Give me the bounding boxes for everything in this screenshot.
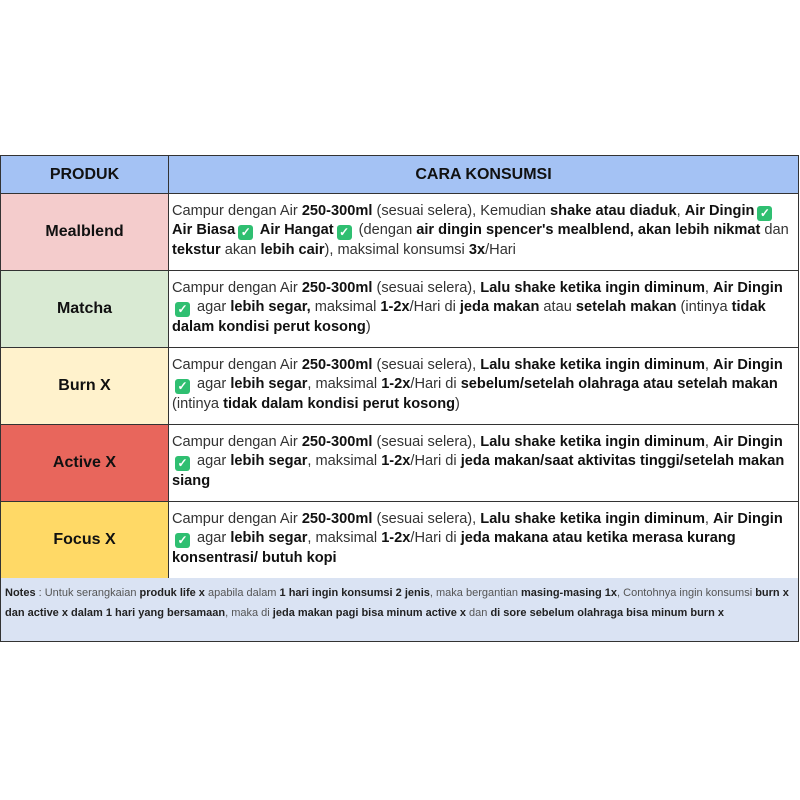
bold-text: Air Biasa: [172, 222, 236, 239]
bold-text: air dingin spencer's mealblend, akan lebih nikmat: [416, 222, 761, 239]
consumption-instructions: [169, 425, 798, 501]
bold-text: lebih cair: [260, 241, 325, 258]
consumption-instructions: [169, 194, 798, 270]
bold-text: Air Dingin: [713, 511, 783, 527]
product-name: Burn X: [1, 348, 169, 424]
checkmark-icon: ✓: [175, 533, 190, 548]
text: ,: [704, 357, 714, 373]
bold-text: sebelum/setelah olahraga atau setelah makan: [460, 376, 778, 393]
text: ,: [704, 511, 714, 527]
bold-text: jeda makan: [459, 299, 540, 316]
bold-text: 250-300ml: [301, 434, 373, 450]
text: (intinya: [676, 299, 732, 316]
checkmark-icon: ✓: [175, 456, 190, 471]
checkmark-icon: ✓: [337, 225, 352, 240]
checkmark-icon: ✓: [175, 379, 190, 394]
text: , Contohnya ingin konsumsi: [617, 587, 756, 599]
text: ,: [704, 434, 714, 450]
text: Campur dengan Air: [172, 434, 302, 450]
text: /Hari di: [409, 299, 460, 316]
table-row: [1, 425, 798, 502]
text: maksimal: [310, 299, 381, 316]
product-name: Matcha: [1, 271, 169, 347]
bold-text: Lalu shake ketika ingin diminum: [480, 280, 705, 296]
header-produk: PRODUK: [1, 156, 169, 193]
product-name: Focus X: [1, 502, 169, 578]
consumption-table: [0, 155, 799, 642]
bold-text: 1-2x: [381, 453, 411, 470]
text: apabila dalam: [204, 587, 280, 599]
bold-text: Lalu shake ketika ingin diminum: [480, 434, 705, 450]
bold-text: 1-2x: [381, 530, 411, 547]
bold-text: Notes: [5, 587, 36, 599]
table-header: [1, 156, 798, 194]
consumption-instructions: [169, 271, 798, 347]
text: , maka di: [225, 607, 273, 619]
text: (sesuai selera),: [372, 511, 481, 527]
text: dan: [760, 222, 789, 239]
bold-text: produk life x: [139, 587, 205, 599]
header-cara-konsumsi: CARA KONSUMSI: [415, 165, 552, 183]
text: akan: [220, 241, 261, 258]
checkmark-icon: ✓: [175, 302, 190, 317]
bold-text: lebih segar,: [230, 299, 311, 316]
bold-text: Air Dingin: [713, 357, 783, 373]
bold-text: Air Hangat: [256, 222, 334, 239]
product-name: Mealblend: [1, 194, 169, 270]
text: /Hari di: [410, 376, 461, 393]
bold-text: jeda makana atau ketika merasa kurang konsentrasi/ butuh kopi: [172, 530, 736, 566]
text: , maksimal: [307, 376, 382, 393]
bold-text: di sore sebelum olahraga bisa minum burn x: [490, 607, 724, 619]
text: Campur dengan Air: [172, 357, 302, 373]
text: agar: [193, 299, 231, 316]
table-row: [1, 271, 798, 348]
bold-text: masing-masing 1x: [521, 587, 618, 599]
bold-text: lebih segar: [230, 530, 308, 547]
bold-text: Air Dingin: [713, 434, 783, 450]
text: Campur dengan Air: [172, 203, 302, 219]
text: agar: [193, 453, 231, 470]
text: dan: [465, 607, 491, 619]
bold-text: Air Dingin: [684, 203, 755, 219]
bold-text: jeda makan/saat aktivitas tinggi/setelah makan siang: [172, 453, 785, 489]
bold-text: 1 hari ingin konsumsi 2 jenis: [279, 587, 430, 599]
consumption-instructions: [169, 502, 798, 578]
bold-text: 250-300ml: [301, 511, 373, 527]
bold-text: Lalu shake ketika ingin diminum: [480, 357, 705, 373]
text: /Hari di: [410, 530, 461, 547]
bold-text: tidak dalam kondisi perut kosong: [172, 299, 766, 335]
text: (sesuai selera),: [372, 280, 481, 296]
text: (sesuai selera), Kemudian: [372, 203, 551, 219]
text: ): [365, 318, 371, 335]
consumption-instructions: [169, 348, 798, 424]
text: , maka bergantian: [429, 587, 522, 599]
checkmark-icon: ✓: [757, 206, 772, 221]
text: Campur dengan Air: [172, 511, 302, 527]
table-row: [1, 502, 798, 578]
text: ,: [676, 203, 685, 219]
bold-text: 250-300ml: [301, 203, 373, 219]
text: ), maksimal konsumsi: [324, 241, 469, 258]
bold-text: Air Dingin: [713, 280, 783, 296]
bold-text: tekstur: [172, 241, 221, 258]
table-row: [1, 194, 798, 271]
product-name: Active X: [1, 425, 169, 501]
bold-text: jeda makan pagi bisa minum active x: [272, 607, 466, 619]
bold-text: lebih segar: [230, 376, 308, 393]
bold-text: tidak dalam kondisi perut kosong: [223, 395, 456, 412]
text: agar: [193, 530, 231, 547]
bold-text: setelah makan: [575, 299, 677, 316]
text: (intinya: [172, 395, 224, 412]
bold-text: lebih segar: [230, 453, 308, 470]
text: , maksimal: [307, 530, 382, 547]
text: (sesuai selera),: [372, 357, 481, 373]
bold-text: 250-300ml: [301, 357, 373, 373]
text: (dengan: [354, 222, 417, 239]
text: (sesuai selera),: [372, 434, 481, 450]
bold-text: burn x dan active x dalam 1 hari yang bersamaan: [5, 587, 789, 619]
bold-text: 1-2x: [381, 376, 411, 393]
text: /Hari: [485, 241, 516, 258]
checkmark-icon: ✓: [238, 225, 253, 240]
table-row: [1, 348, 798, 425]
notes: [1, 578, 798, 641]
text: ,: [704, 280, 714, 296]
text: : Untuk serangkaian: [35, 587, 140, 599]
bold-text: shake atau diaduk: [550, 203, 677, 219]
bold-text: 3x: [468, 241, 486, 258]
text: ): [455, 395, 460, 412]
bold-text: 250-300ml: [301, 280, 373, 296]
text: agar: [193, 376, 231, 393]
text: , maksimal: [307, 453, 382, 470]
text: /Hari di: [410, 453, 461, 470]
text: atau: [539, 299, 576, 316]
bold-text: 1-2x: [380, 299, 410, 316]
text: Campur dengan Air: [172, 280, 302, 296]
bold-text: Lalu shake ketika ingin diminum: [480, 511, 705, 527]
